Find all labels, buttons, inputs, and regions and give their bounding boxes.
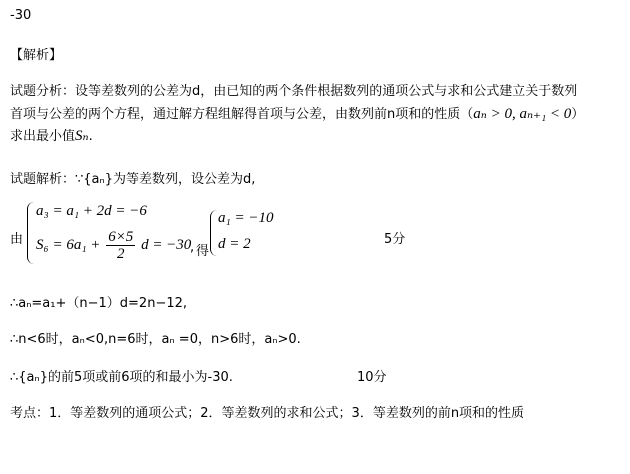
equation-2 bbox=[36, 229, 191, 262]
analysis-text-2: 首项与公差的两个方程，通过解方程组解得首项与公差，由数列前n项和的性质（ bbox=[10, 107, 474, 122]
answer-text: -30 bbox=[10, 8, 32, 23]
left-brace bbox=[27, 202, 34, 264]
analysis-prefix: 试题分析： bbox=[10, 84, 76, 99]
right-brace bbox=[210, 210, 217, 256]
analysis-line-1 bbox=[10, 80, 577, 99]
equation-1: a₃ = a₁ + 2d = −6 bbox=[36, 203, 147, 219]
fraction-numerator: 6×5 bbox=[108, 229, 134, 245]
analysis-text-3: 求出最小值 bbox=[10, 129, 76, 144]
equation-2-right: d = −30 bbox=[141, 237, 192, 253]
solution-intro-line bbox=[10, 168, 255, 187]
line-sign-analysis: ∴n<6时，aₙ<0,n=6时，aₙ =0，n>6时，aₙ>0. bbox=[10, 332, 301, 347]
solution-intro: ∵{aₙ}为等差数列，设公差为d, bbox=[75, 172, 256, 187]
fraction-denominator: 2 bbox=[117, 246, 125, 262]
analysis-text-2-end: ） bbox=[571, 107, 585, 122]
score-5: 5分 bbox=[384, 232, 406, 247]
line-minimum: ∴{aₙ}的前5项或前6项的和最小为-30. bbox=[10, 370, 233, 385]
score-10: 10分 bbox=[357, 370, 387, 385]
section-header: 【解析】 bbox=[10, 48, 63, 63]
analysis-condition-math: aₙ > 0, aₙ₊₁ < 0 bbox=[473, 106, 572, 122]
analysis-line-2 bbox=[10, 103, 584, 123]
result-2: d = 2 bbox=[218, 236, 251, 252]
analysis-text-3-end: . bbox=[88, 129, 93, 144]
result-1: a₁ = −10 bbox=[218, 210, 274, 226]
analysis-sn-math: Sₙ bbox=[75, 128, 89, 144]
solution-prefix: 试题解析： bbox=[10, 172, 76, 187]
kaodian-line: 考点：1．等差数列的通项公式；2．等差数列的求和公式；3．等差数列的前n项和的性质 bbox=[10, 406, 525, 421]
analysis-line-3 bbox=[10, 125, 93, 145]
system-from-label: 由 bbox=[10, 232, 24, 247]
equation-2-fraction bbox=[106, 229, 135, 262]
line-general-term: ∴aₙ=a₁+（n−1）d=2n−12, bbox=[10, 296, 188, 311]
obtain-label: 得 bbox=[196, 244, 210, 259]
analysis-text-1: 设等差数列的公差为d，由已知的两个条件根据数列的通项公式与求和公式建立关于数列 bbox=[75, 84, 578, 99]
system-comma: , bbox=[190, 240, 195, 255]
equation-2-left: S₆ = 6a₁ + bbox=[36, 237, 101, 253]
